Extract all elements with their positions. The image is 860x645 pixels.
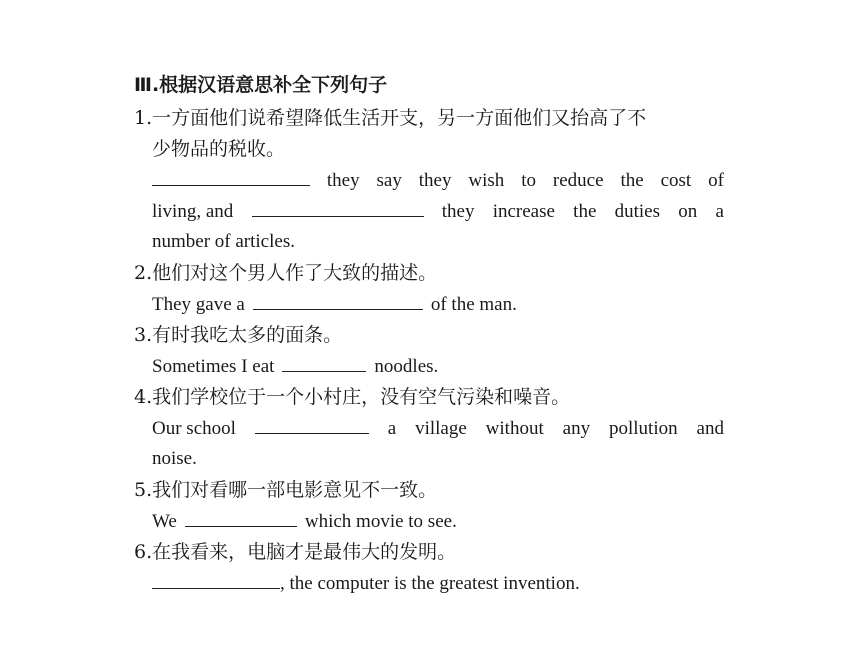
word: pollution <box>608 418 678 439</box>
item-4-english-line-1 <box>152 416 724 441</box>
word: village <box>415 418 467 439</box>
item-1-english-line-2 <box>152 199 724 224</box>
item-4-chinese: 4.我们学校位于一个小村庄，没有空气污染和噪音。 <box>134 386 571 408</box>
word: without <box>485 418 544 439</box>
word: duties <box>614 201 661 222</box>
word: the <box>620 170 644 191</box>
item-5-chinese: 5.我们对看哪一部电影意见不一致。 <box>134 479 438 501</box>
word: reduce <box>552 170 604 191</box>
word: living, and <box>152 201 234 222</box>
item-6-english <box>152 571 580 596</box>
word: of <box>708 170 724 191</box>
item-2-answer-blank[interactable] <box>253 292 423 310</box>
item-3-answer-blank[interactable] <box>282 354 366 372</box>
sentence-end: which movie to see. <box>304 511 457 532</box>
item-1-chinese-line-1: 1.一方面他们说希望降低生活开支，另一方面他们又抬高了不 <box>134 107 647 129</box>
word: increase <box>492 201 555 222</box>
sentence-start: They gave a <box>152 294 245 315</box>
word: say <box>376 170 402 191</box>
word: the <box>573 201 597 222</box>
item-2-chinese: 2.他们对这个男人作了大致的描述。 <box>134 262 438 284</box>
word: to <box>521 170 536 191</box>
item-4-english-line-2: noise. <box>152 448 197 469</box>
item-1-chinese-line-2: 少物品的税收。 <box>152 138 286 160</box>
item-4-answer-blank[interactable] <box>255 416 369 434</box>
word: they <box>418 170 452 191</box>
sentence-start: Sometimes I eat <box>152 356 275 377</box>
item-1-answer-blank-1[interactable] <box>152 168 310 186</box>
word: they <box>326 170 360 191</box>
word: on <box>678 201 698 222</box>
item-5-english <box>152 509 457 534</box>
sentence-end: noodles. <box>374 356 439 377</box>
word: and <box>696 418 724 439</box>
item-1-english-line-1 <box>152 168 724 193</box>
word: cost <box>660 170 692 191</box>
item-3-chinese: 3.有时我吃太多的面条。 <box>134 324 343 346</box>
sentence-end: of the man. <box>430 294 517 315</box>
item-2-english <box>152 292 517 317</box>
word: a <box>387 418 397 439</box>
item-1-answer-blank-2[interactable] <box>252 199 424 217</box>
word: a <box>715 201 724 222</box>
item-6-answer-blank[interactable] <box>152 571 280 589</box>
word: any <box>562 418 591 439</box>
word: Our school <box>152 418 236 439</box>
section-heading: Ⅲ.根据汉语意思补全下列句子 <box>134 74 388 96</box>
item-3-english <box>152 354 438 379</box>
item-6-chinese: 6.在我看来，电脑才是最伟大的发明。 <box>134 541 457 563</box>
sentence-end: , the computer is the greatest invention. <box>280 573 580 594</box>
sentence-start: We <box>152 511 177 532</box>
item-5-answer-blank[interactable] <box>185 509 297 527</box>
word: they <box>441 201 475 222</box>
item-1-english-line-3: number of articles. <box>152 231 295 252</box>
word: wish <box>468 170 505 191</box>
